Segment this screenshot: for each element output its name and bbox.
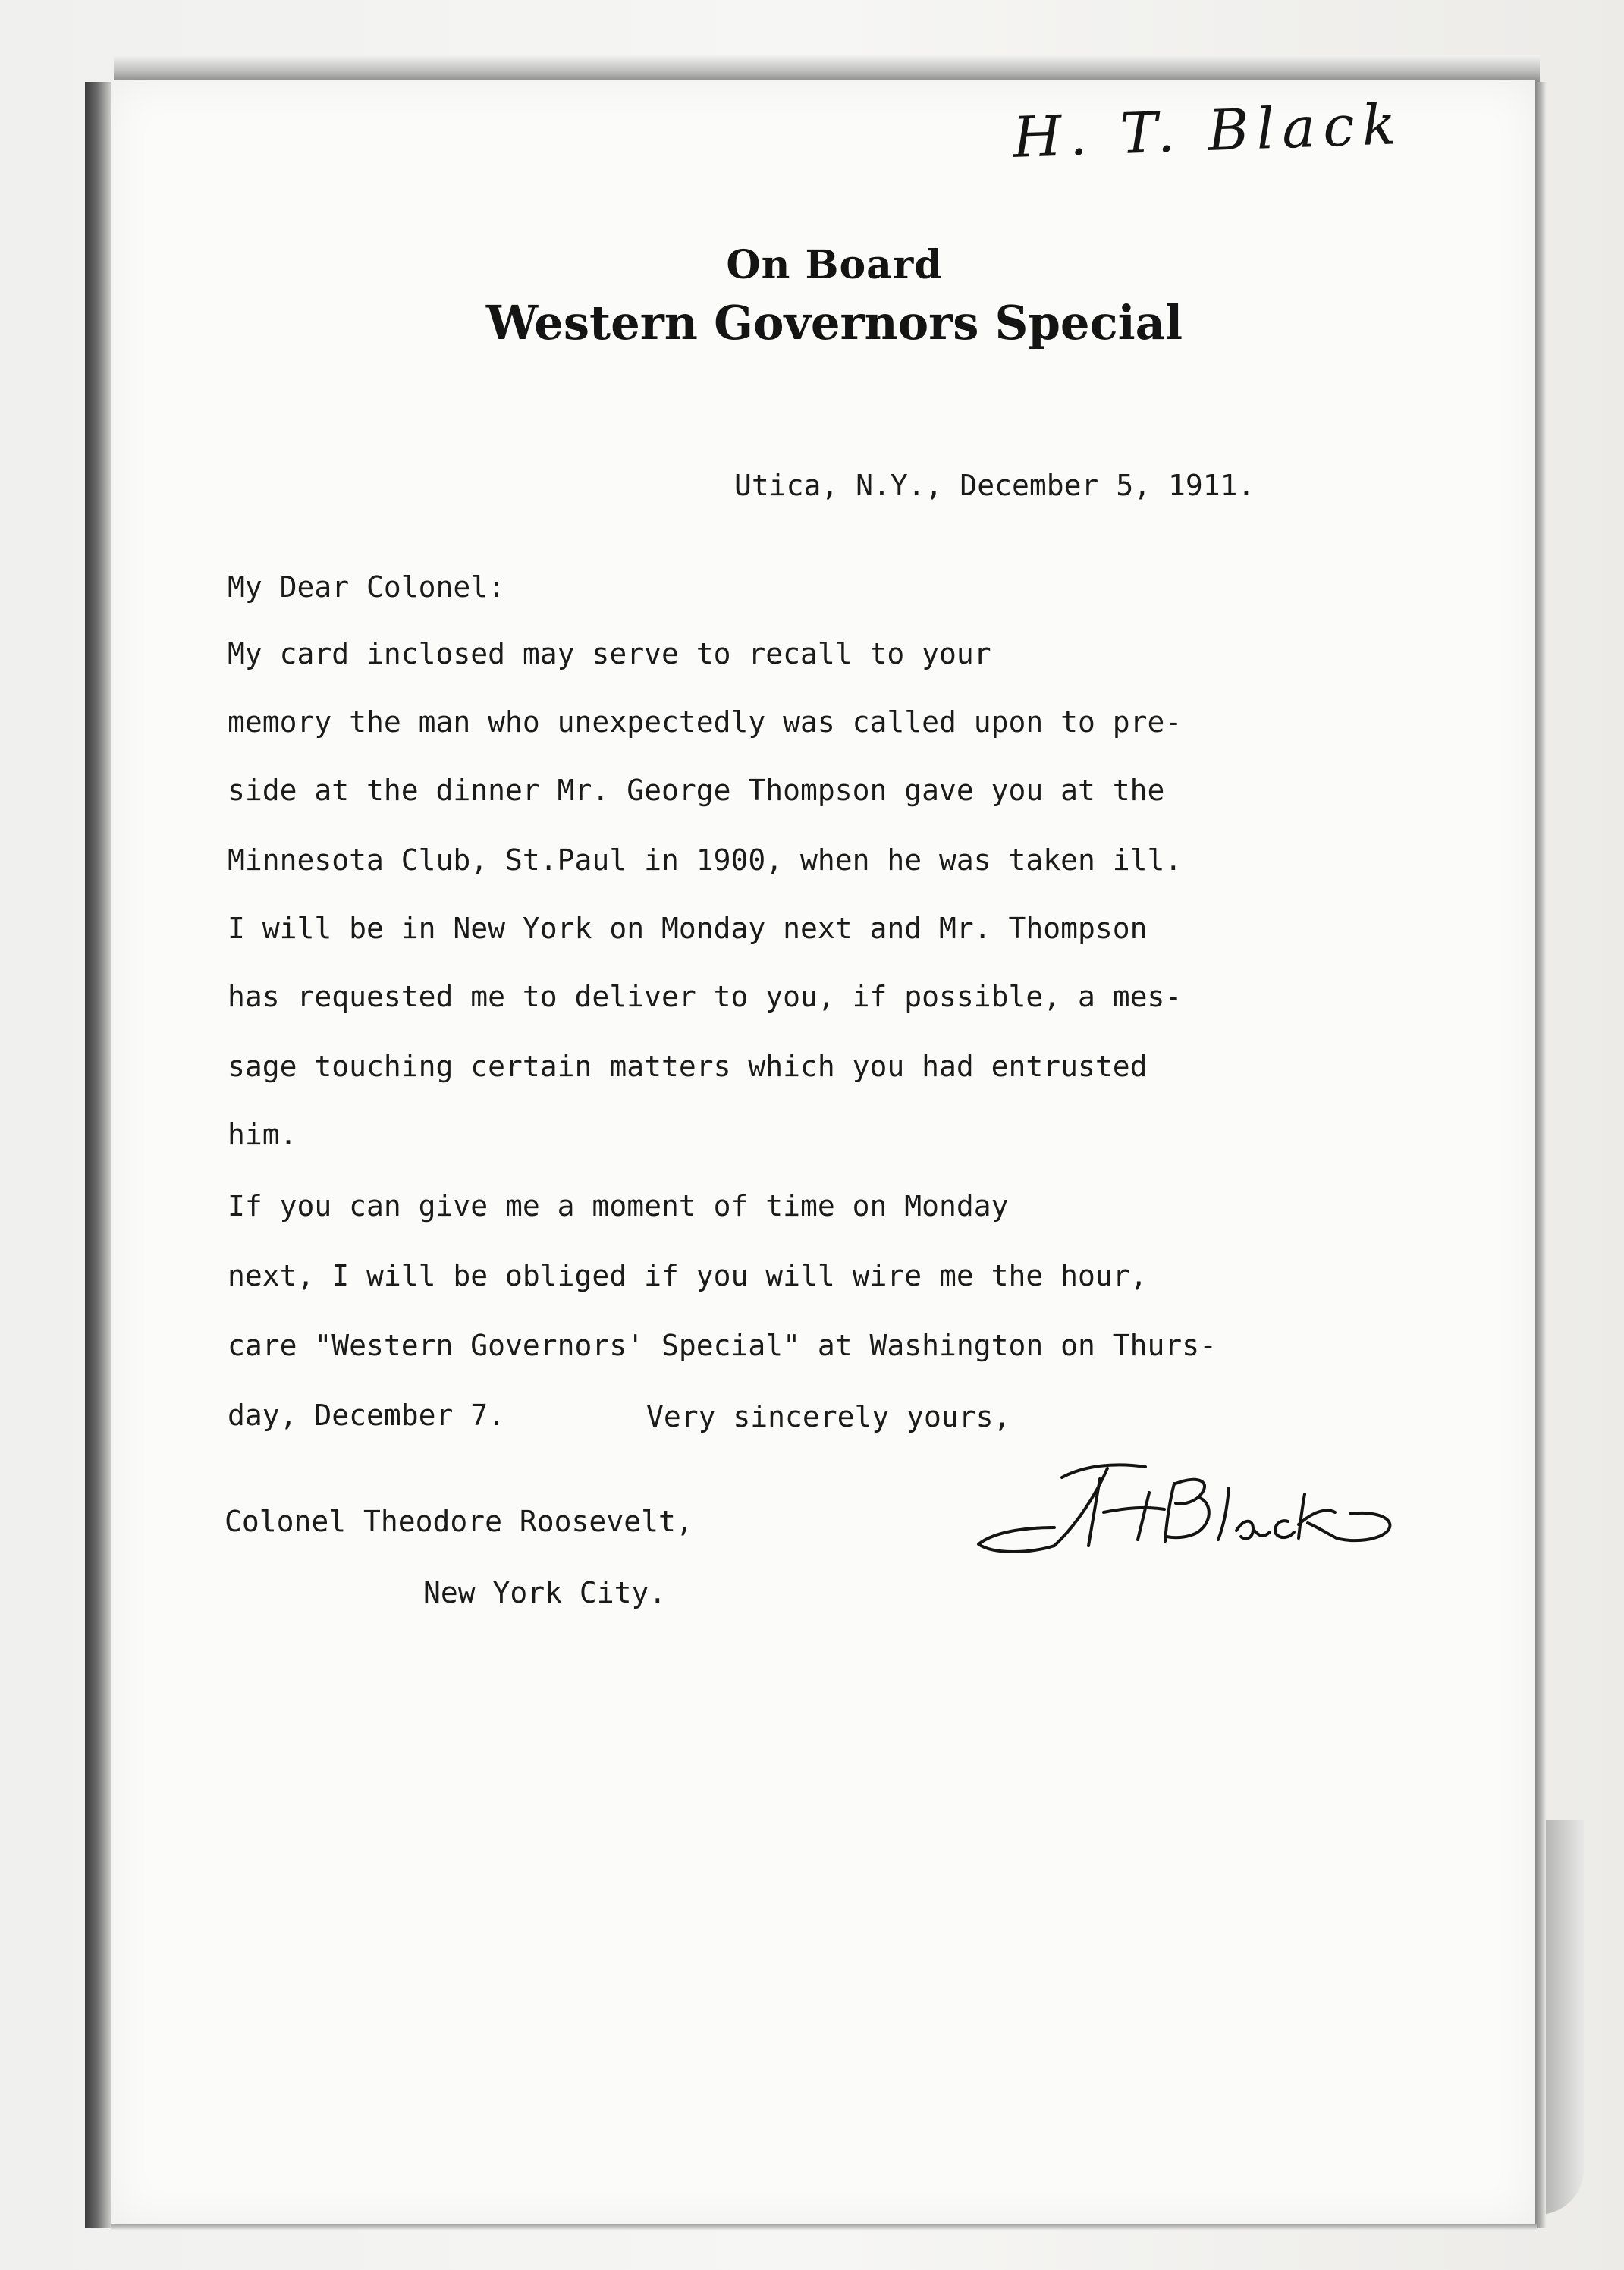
body-line: sage touching certain matters which you had entrusted <box>228 1050 1148 1083</box>
salutation: My Dear Colonel: <box>228 570 506 604</box>
recipient-city: New York City. <box>423 1576 667 1609</box>
letterhead-line2: Western Governors Special <box>485 295 1183 350</box>
body-line: has requested me to deliver to you, if possible, a mes- <box>228 980 1183 1013</box>
body-line: If you can give me a moment of time on Monday <box>228 1189 1009 1223</box>
recipient-name: Colonel Theodore Roosevelt, <box>225 1505 693 1538</box>
body-line: I will be in New York on Monday next and Mr. Thompson <box>228 912 1148 945</box>
body-line: him. <box>228 1118 297 1151</box>
body-line: next, I will be obliged if you will wire me the hour, <box>228 1259 1148 1292</box>
closing: Very sincerely yours, <box>646 1400 1011 1433</box>
page-bottom-shadow <box>111 2224 1537 2230</box>
body-line: memory the man who unexpectedly was called upon to pre- <box>228 705 1183 739</box>
body-line: care "Western Governors' Special" at Washington on Thurs- <box>228 1329 1217 1362</box>
letter-page <box>111 80 1535 2225</box>
handwritten-annotation: H. T. Black <box>1011 92 1405 171</box>
body-line: side at the dinner Mr. George Thompson gave you at the <box>228 774 1165 807</box>
page-left-shadow <box>85 82 112 2228</box>
page-right-shadow <box>1534 82 1546 2228</box>
signature <box>971 1449 1396 1562</box>
body-line: Minnesota Club, St.Paul in 1900, when he was taken ill. <box>228 843 1183 877</box>
letterhead-line1: On Board <box>726 242 943 288</box>
body-line: My card inclosed may serve to recall to your <box>228 637 991 670</box>
body-line: day, December 7. <box>228 1399 506 1432</box>
letterhead <box>228 243 1441 352</box>
dateline: Utica, N.Y., December 5, 1911. <box>734 469 1255 502</box>
